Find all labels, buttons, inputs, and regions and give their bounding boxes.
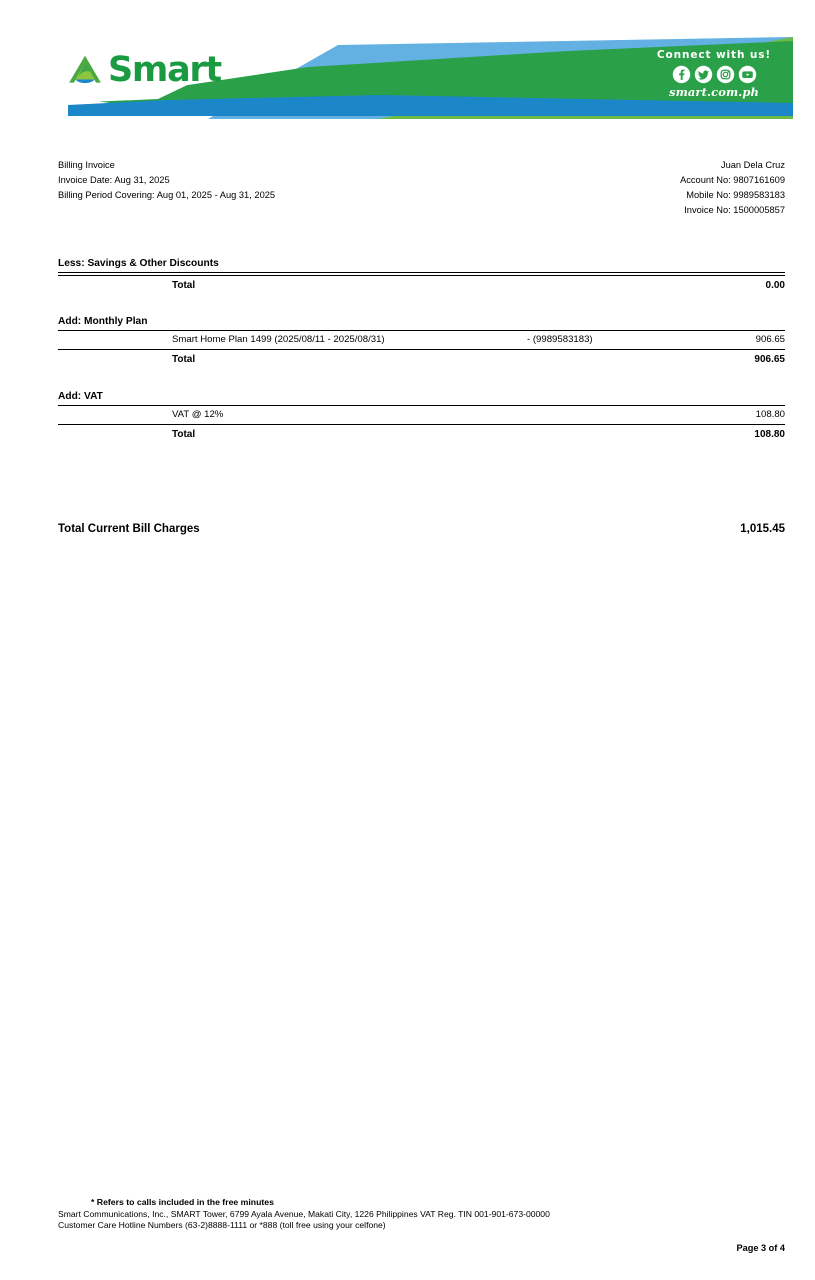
section-vat-title: Add: VAT (58, 391, 785, 406)
invoice-meta (58, 158, 785, 218)
monthly-plan-item-row (58, 331, 785, 350)
monthly-plan-item-mid: - (9989583183) (527, 334, 593, 345)
vat-total-amount: 108.80 (754, 429, 785, 440)
discounts-total-row (58, 276, 785, 296)
vat-total-label: Total (172, 429, 196, 440)
monthly-plan-total-row (58, 350, 785, 370)
grand-total-label: Total Current Bill Charges (58, 523, 200, 535)
vat-total-row (58, 425, 785, 445)
monthly-plan-item-desc: Smart Home Plan 1499 (2025/08/11 - 2025/08/31) (172, 334, 385, 345)
invoice-meta-right (680, 158, 785, 218)
invoice-date: Invoice Date: Aug 31, 2025 (58, 174, 170, 185)
connect-with-us (653, 50, 775, 98)
grand-total-amount: 1,015.45 (740, 523, 785, 535)
mobile-number: Mobile No: 9989583183 (686, 189, 785, 200)
footer-address: Smart Communications, Inc., SMART Tower, 6799 Ayala Avenue, Makati City, 1226 Philippines VAT Reg. TIN 001-901-673-00000 (58, 1208, 550, 1219)
section-discounts (58, 258, 785, 296)
monthly-plan-item-amount: 906.65 (755, 334, 785, 345)
section-monthly-plan (58, 316, 785, 370)
footer-hotline: Customer Care Hotline Numbers (63-2)8888-1111 or *888 (toll free using your celfone) (58, 1220, 386, 1231)
grand-total-row (58, 523, 785, 535)
smart-logo (66, 51, 221, 89)
brand-name: Smart (108, 49, 221, 90)
vat-item-row (58, 406, 785, 425)
vat-item-desc: VAT @ 12% (172, 409, 224, 420)
connect-title: Connect with us! (656, 49, 772, 61)
twitter-icon[interactable] (694, 65, 713, 84)
section-vat (58, 391, 785, 445)
youtube-icon[interactable] (738, 65, 757, 84)
customer-name: Juan Dela Cruz (720, 160, 785, 170)
discounts-total-label: Total (172, 279, 196, 291)
monthly-plan-total-label: Total (172, 354, 196, 365)
section-monthly-plan-title: Add: Monthly Plan (58, 316, 785, 331)
section-discounts-title: Less: Savings & Other Discounts (58, 258, 785, 273)
monthly-plan-total-amount: 906.65 (754, 354, 785, 365)
page-number: Page 3 of 4 (736, 1243, 785, 1253)
vat-item-amount: 108.80 (755, 409, 785, 420)
billing-period: Billing Period Covering: Aug 01, 2025 - Aug 31, 2025 (58, 189, 276, 200)
invoice-meta-left (58, 158, 275, 218)
footer (58, 1197, 758, 1232)
header-banner (48, 37, 793, 119)
account-number: Account No: 9807161609 (680, 174, 785, 185)
website-url: smart.com.ph (669, 84, 759, 99)
doc-title: Billing Invoice (58, 160, 115, 170)
footer-note: * Refers to calls included in the free minutes (91, 1197, 274, 1207)
social-links (653, 65, 775, 84)
invoice-number: Invoice No: 1500005857 (684, 204, 785, 215)
facebook-icon[interactable] (672, 65, 691, 84)
instagram-icon[interactable] (716, 65, 735, 84)
smart-logo-icon (66, 51, 104, 89)
discounts-total-amount: 0.00 (765, 279, 785, 291)
